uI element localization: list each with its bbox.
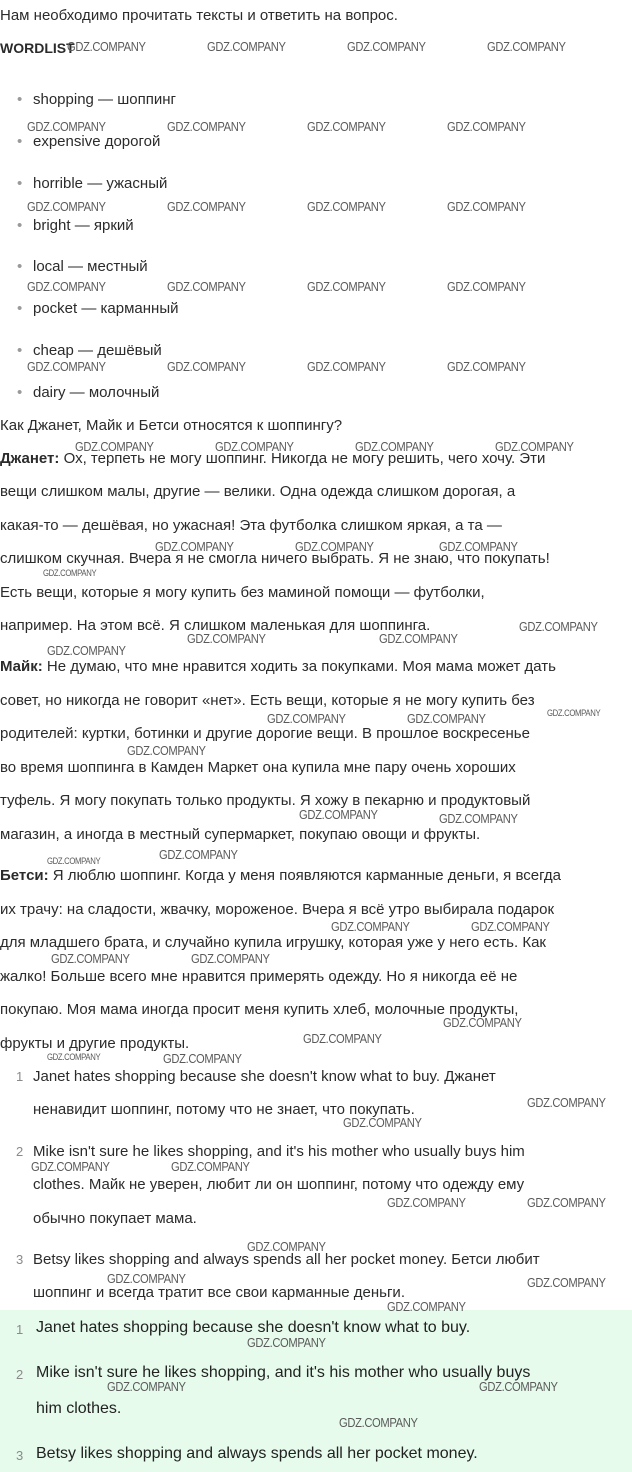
- wordlist-item: • expensive дорогой: [33, 133, 160, 150]
- watermark: GDZ.COMPANY: [527, 1275, 606, 1290]
- watermark: GDZ.COMPANY: [27, 119, 106, 134]
- watermark: GDZ.COMPANY: [307, 359, 386, 374]
- watermark: GDZ.COMPANY: [107, 1379, 186, 1394]
- summary-number: 3: [16, 1448, 24, 1463]
- answer-line: шоппинг и всегда тратит все свои карманные деньги.: [33, 1284, 405, 1301]
- watermark: GDZ.COMPANY: [247, 1239, 326, 1254]
- mike-line: совет, но никогда не говорит «нет». Есть вещи, которые я не могу купить без: [0, 692, 535, 709]
- watermark: GDZ.COMPANY: [191, 951, 270, 966]
- watermark: GDZ.COMPANY: [31, 1159, 110, 1174]
- watermark: GDZ.COMPANY: [215, 439, 294, 454]
- watermark: GDZ.COMPANY: [387, 1195, 466, 1210]
- wordlist-item: • dairy — молочный: [33, 384, 159, 401]
- watermark: GDZ.COMPANY: [167, 359, 246, 374]
- watermark: GDZ.COMPANY: [247, 1335, 326, 1350]
- mike-line: во время шоппинга в Камден Маркет она купила мне пару очень хороших: [0, 759, 516, 776]
- answer-line: Janet hates shopping because she doesn't know what to buy. Джанет: [33, 1068, 496, 1085]
- watermark: GDZ.COMPANY: [331, 919, 410, 934]
- watermark: GDZ.COMPANY: [47, 643, 126, 658]
- answer-line: Mike isn't sure he likes shopping, and it's his mother who usually buys him: [33, 1143, 525, 1160]
- summary-number: 2: [16, 1367, 24, 1382]
- watermark: GDZ.COMPANY: [443, 1015, 522, 1030]
- watermark: GDZ.COMPANY: [75, 439, 154, 454]
- watermark: GDZ.COMPANY: [343, 1115, 422, 1130]
- watermark: GDZ.COMPANY: [167, 199, 246, 214]
- watermark: GDZ.COMPANY: [307, 199, 386, 214]
- intro-text: Нам необходимо прочитать тексты и ответить на вопрос.: [0, 7, 398, 24]
- betsy-line: жалко! Больше всего мне нравится примерять одежду. Но я никогда её не: [0, 968, 518, 985]
- janet-line: например. На этом всё. Я слишком маленькая для шоппинга.: [0, 617, 431, 634]
- watermark: GDZ.COMPANY: [155, 539, 234, 554]
- watermark: GDZ.COMPANY: [307, 119, 386, 134]
- watermark: GDZ.COMPANY: [163, 1051, 242, 1066]
- watermark: GDZ.COMPANY: [495, 439, 574, 454]
- wordlist-title: WORDLIST: [0, 40, 75, 56]
- wordlist-item: • bright — яркий: [33, 217, 134, 234]
- betsy-line: их трачу: на сладости, жвачку, мороженое. Вчера я всё утро выбирала подарок: [0, 901, 555, 918]
- summary-number: 1: [16, 1322, 24, 1337]
- watermark: GDZ.COMPANY: [407, 711, 486, 726]
- answer-line: ненавидит шоппинг, потому что не знает, что покупать.: [33, 1101, 415, 1118]
- watermark: GDZ.COMPANY: [187, 631, 266, 646]
- answer-number: 2: [16, 1144, 24, 1159]
- watermark: GDZ.COMPANY: [307, 279, 386, 294]
- watermark: GDZ.COMPANY: [527, 1095, 606, 1110]
- answer-line: обычно покупает мама.: [33, 1210, 197, 1227]
- watermark: GDZ.COMPANY: [27, 279, 106, 294]
- watermark: GDZ.COMPANY: [487, 39, 566, 54]
- watermark: GDZ.COMPANY: [447, 199, 526, 214]
- watermark: GDZ.COMPANY: [299, 807, 378, 822]
- watermark: GDZ.COMPANY: [43, 568, 97, 578]
- watermark: GDZ.COMPANY: [107, 1271, 186, 1286]
- watermark: GDZ.COMPANY: [167, 279, 246, 294]
- watermark: GDZ.COMPANY: [27, 199, 106, 214]
- watermark: GDZ.COMPANY: [267, 711, 346, 726]
- mike-name: Майк:: [0, 658, 43, 675]
- janet-line: Есть вещи, которые я могу купить без маминой помощи — футболки,: [0, 584, 485, 601]
- wordlist-item: • local — местный: [33, 258, 148, 275]
- betsy-line: для младшего брата, и случайно купила игрушку, которая уже у него есть. Как: [0, 934, 546, 951]
- watermark: GDZ.COMPANY: [479, 1379, 558, 1394]
- watermark: GDZ.COMPANY: [171, 1159, 250, 1174]
- betsy-line: фрукты и другие продукты.: [0, 1035, 190, 1052]
- janet-text: Ох, терпеть не могу шоппинг. Никогда не могу решить, чего хочу. Эти: [59, 450, 546, 467]
- mike-line: туфель. Я могу покупать только продукты. Я хожу в пекарню и продуктовый: [0, 792, 531, 809]
- summary-line: Betsy likes shopping and always spends all her pocket money.: [36, 1445, 478, 1462]
- mike-line: магазин, а иногда в местный супермаркет, покупаю овощи и фрукты.: [0, 826, 481, 843]
- watermark: GDZ.COMPANY: [547, 708, 601, 718]
- betsy-line: покупаю. Моя мама иногда просит меня купить хлеб, молочные продукты,: [0, 1001, 519, 1018]
- mike-line: [0, 658, 556, 675]
- watermark: GDZ.COMPANY: [159, 847, 238, 862]
- betsy-text: Я люблю шоппинг. Когда у меня появляются карманные деньги, я всегда: [48, 867, 561, 884]
- watermark: GDZ.COMPANY: [47, 856, 101, 866]
- watermark: GDZ.COMPANY: [355, 439, 434, 454]
- betsy-line: [0, 867, 561, 884]
- watermark: GDZ.COMPANY: [207, 39, 286, 54]
- summary-line: Janet hates shopping because she doesn't know what to buy.: [36, 1319, 471, 1336]
- watermark: GDZ.COMPANY: [67, 39, 146, 54]
- answer-number: 3: [16, 1252, 24, 1267]
- summary-line: him clothes.: [36, 1400, 122, 1417]
- watermark: GDZ.COMPANY: [347, 39, 426, 54]
- answer-number: 1: [16, 1069, 24, 1084]
- janet-line: слишком скучная. Вчера я не смогла ничего выбрать. Я не знаю, что покупать!: [0, 550, 550, 567]
- watermark: GDZ.COMPANY: [439, 539, 518, 554]
- watermark: GDZ.COMPANY: [379, 631, 458, 646]
- answer-line: Betsy likes shopping and always spends all her pocket money. Бетси любит: [33, 1251, 540, 1268]
- wordlist-item: • cheap — дешёвый: [33, 342, 162, 359]
- watermark: GDZ.COMPANY: [303, 1031, 382, 1046]
- wordlist-item: • horrible — ужасный: [33, 175, 167, 192]
- mike-text: Не думаю, что мне нравится ходить за покупками. Моя мама может дать: [42, 658, 556, 675]
- watermark: GDZ.COMPANY: [447, 119, 526, 134]
- watermark: GDZ.COMPANY: [51, 951, 130, 966]
- janet-line: какая-то — дешёвая, но ужасная! Эта футболка слишком яркая, а та —: [0, 517, 502, 534]
- janet-name: Джанет:: [0, 450, 60, 467]
- question: Как Джанет, Майк и Бетси относятся к шоппингу?: [0, 417, 343, 434]
- wordlist-item: • pocket — карманный: [33, 300, 179, 317]
- watermark: GDZ.COMPANY: [295, 539, 374, 554]
- watermark: GDZ.COMPANY: [167, 119, 246, 134]
- summary-line: Mike isn't sure he likes shopping, and it's his mother who usually buys: [36, 1364, 531, 1381]
- mike-line: родителей: куртки, ботинки и другие дорогие вещи. В прошлое воскресенье: [0, 725, 530, 742]
- answer-line: clothes. Майк не уверен, любит ли он шоппинг, потому что одежду ему: [33, 1176, 525, 1193]
- watermark: GDZ.COMPANY: [519, 619, 598, 634]
- janet-line: вещи слишком малы, другие — велики. Одна одежда слишком дорогая, а: [0, 483, 516, 500]
- betsy-name: Бетси:: [0, 867, 49, 884]
- watermark: GDZ.COMPANY: [387, 1299, 466, 1314]
- watermark: GDZ.COMPANY: [27, 359, 106, 374]
- watermark: GDZ.COMPANY: [471, 919, 550, 934]
- watermark: GDZ.COMPANY: [447, 279, 526, 294]
- watermark: GDZ.COMPANY: [47, 1052, 101, 1062]
- watermark: GDZ.COMPANY: [439, 811, 518, 826]
- watermark: GDZ.COMPANY: [127, 743, 206, 758]
- watermark: GDZ.COMPANY: [527, 1195, 606, 1210]
- watermark: GDZ.COMPANY: [447, 359, 526, 374]
- watermark: GDZ.COMPANY: [339, 1415, 418, 1430]
- wordlist-item: • shopping — шоппинг: [33, 91, 176, 108]
